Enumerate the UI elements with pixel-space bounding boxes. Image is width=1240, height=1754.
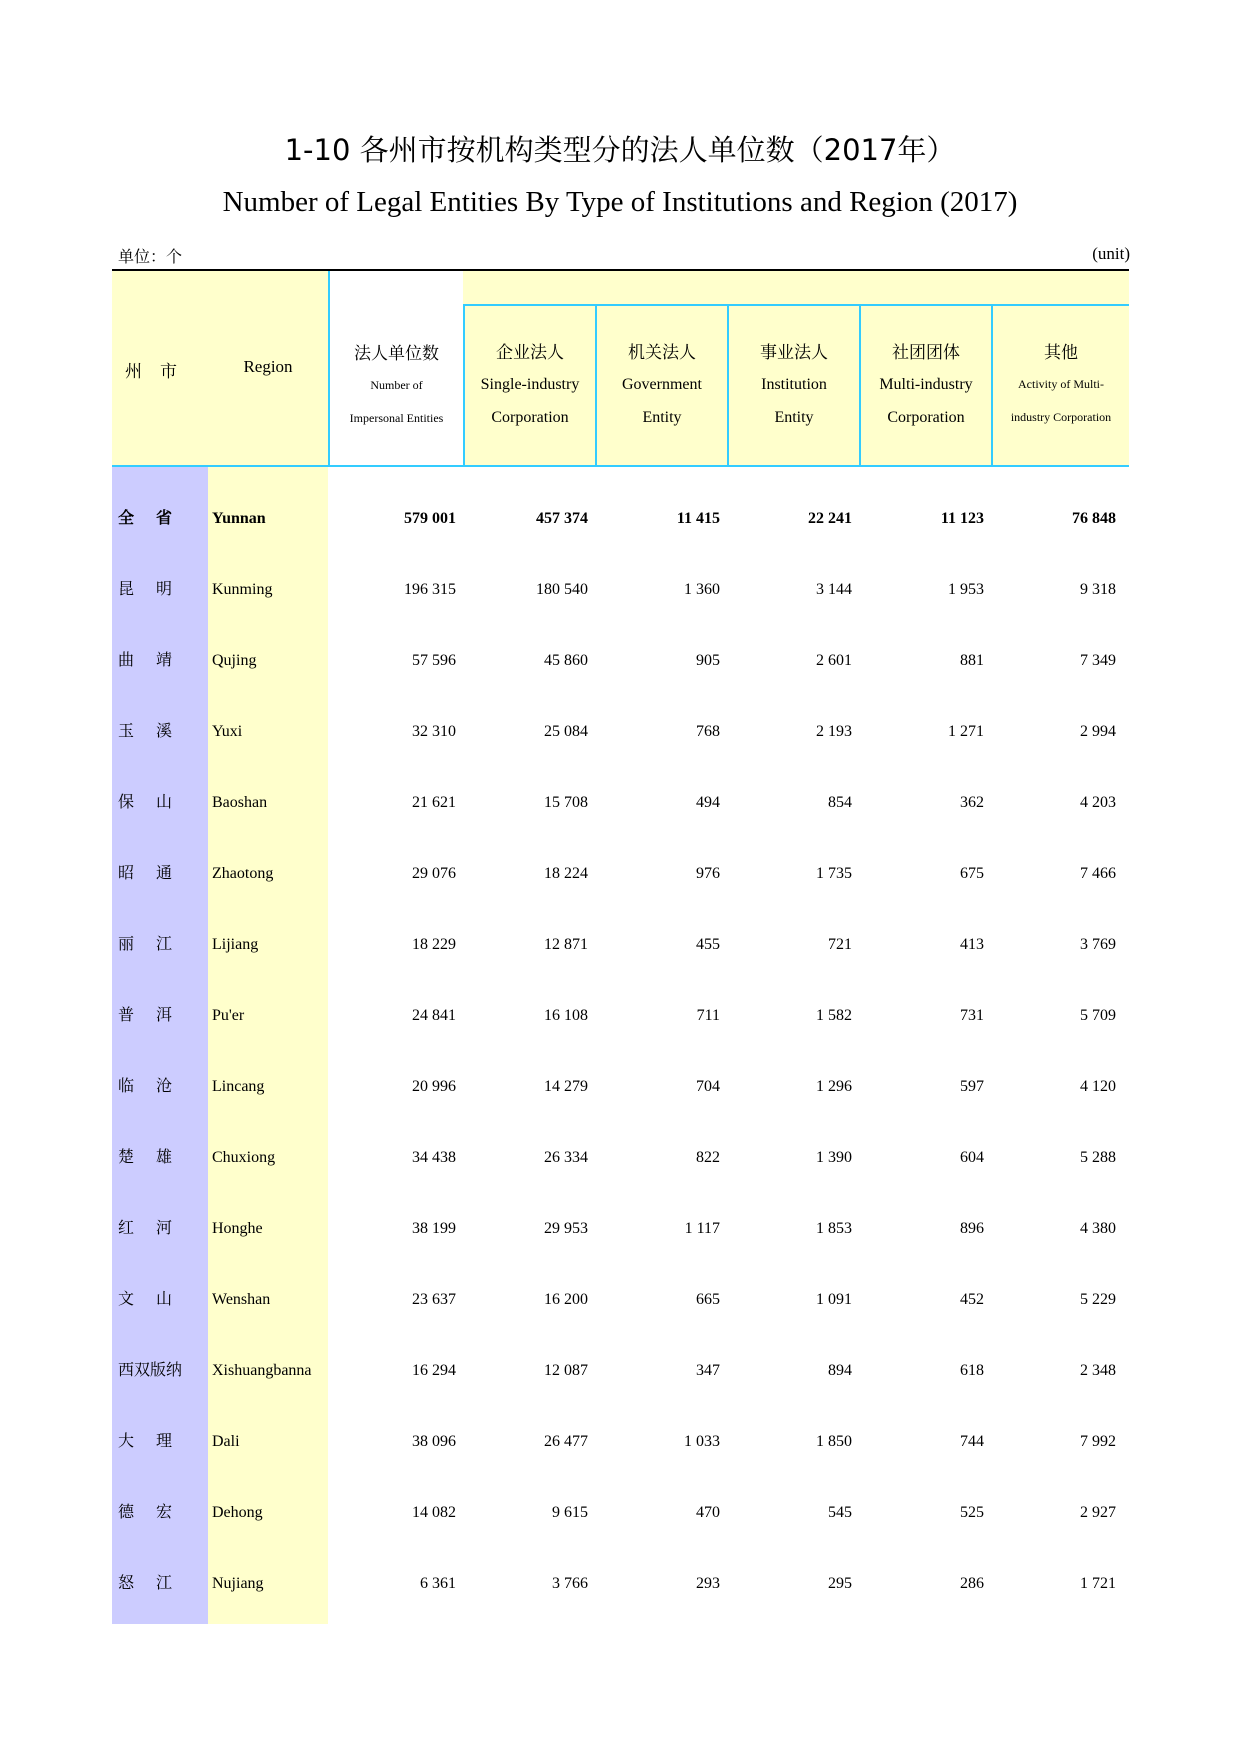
cell-value-col-1: 32 310 xyxy=(412,723,456,740)
table-row xyxy=(112,1477,1129,1548)
cell-value-col-4: 1 390 xyxy=(816,1149,852,1166)
cell-value-col-4: 1 582 xyxy=(816,1007,852,1024)
cell-value-col-3: 11 415 xyxy=(676,510,720,527)
header-col-cn: 事业法人 xyxy=(760,343,828,362)
page-title-en: Number of Legal Entities By Type of Institutions and Region (2017) xyxy=(222,186,1018,218)
cell-value-col-4: 2 601 xyxy=(816,652,852,669)
header-col-en-line1: Institution xyxy=(761,376,827,393)
cell-value-col-5: 881 xyxy=(960,652,984,669)
table-row xyxy=(112,625,1129,696)
cell-value-col-4: 295 xyxy=(828,1575,852,1592)
cell-value-col-6: 9 318 xyxy=(1080,581,1116,598)
cell-value-col-1: 14 082 xyxy=(412,1504,456,1521)
cell-value-col-1: 57 596 xyxy=(412,652,456,669)
table-row xyxy=(112,1548,1129,1619)
cell-value-col-2: 16 108 xyxy=(544,1007,588,1024)
cell-region: Lijiang xyxy=(212,936,259,953)
cell-city-cn: 大理 xyxy=(118,1433,195,1450)
cell-city-cn: 红河 xyxy=(118,1220,195,1237)
header-col-en-line2: industry Corporation xyxy=(1010,410,1112,424)
cell-value-col-6: 3 769 xyxy=(1080,936,1116,953)
header-col-cn: 机关法人 xyxy=(628,343,696,362)
cell-value-col-4: 1 091 xyxy=(816,1291,852,1308)
cell-value-col-2: 26 477 xyxy=(544,1433,588,1450)
cell-value-col-2: 180 540 xyxy=(536,581,588,598)
cell-region: Dali xyxy=(212,1433,240,1450)
cell-value-col-6: 2 994 xyxy=(1080,723,1116,740)
cell-value-col-3: 905 xyxy=(696,652,720,669)
cell-value-col-1: 24 841 xyxy=(412,1007,456,1024)
cell-value-col-5: 11 123 xyxy=(940,510,984,527)
cell-value-col-6: 7 466 xyxy=(1080,865,1116,882)
header-col-en-line1: Number of xyxy=(370,378,423,392)
cell-city-cn: 保山 xyxy=(118,794,195,811)
cell-city-cn: 临沧 xyxy=(118,1078,195,1095)
header-col-4 xyxy=(727,304,859,465)
unit-label-en: (unit) xyxy=(1092,244,1130,263)
cell-region: Yunnan xyxy=(212,510,266,527)
cell-value-col-2: 3 766 xyxy=(552,1575,588,1592)
header-col-en-line1: Government xyxy=(622,376,702,393)
table-row xyxy=(112,909,1129,980)
cell-value-col-1: 18 229 xyxy=(412,936,456,953)
cell-city-cn: 普洱 xyxy=(118,1007,195,1024)
cell-value-col-1: 29 076 xyxy=(412,865,456,882)
table-row xyxy=(112,1193,1129,1264)
cell-value-col-2: 9 615 xyxy=(552,1504,588,1521)
header-col-en-line2: Impersonal Entities xyxy=(349,411,444,425)
header-col-6 xyxy=(991,304,1129,465)
cell-value-col-2: 12 871 xyxy=(544,936,588,953)
cell-value-col-3: 822 xyxy=(696,1149,720,1166)
cell-value-col-1: 38 096 xyxy=(412,1433,456,1450)
cell-value-col-1: 6 361 xyxy=(420,1575,456,1592)
cell-region: Yuxi xyxy=(212,723,243,740)
table-row xyxy=(112,1335,1129,1406)
cell-region: Dehong xyxy=(212,1504,263,1521)
table-row xyxy=(112,980,1129,1051)
cell-region: Chuxiong xyxy=(212,1149,276,1166)
cell-region: Wenshan xyxy=(212,1291,271,1308)
cell-city-cn: 曲靖 xyxy=(118,652,195,669)
cell-value-col-4: 545 xyxy=(828,1504,852,1521)
cell-value-col-1: 579 001 xyxy=(404,510,456,527)
cell-value-col-4: 894 xyxy=(828,1362,852,1379)
page-title-cn: 1-10 各州市按机构类型分的法人单位数（2017年） xyxy=(284,133,956,167)
cell-value-col-5: 525 xyxy=(960,1504,984,1521)
cell-value-col-3: 976 xyxy=(696,865,720,882)
table-row xyxy=(112,838,1129,909)
header-col-cn: 社团团体 xyxy=(892,343,960,362)
cell-value-col-2: 15 708 xyxy=(544,794,588,811)
cell-region: Qujing xyxy=(212,652,257,669)
cell-value-col-1: 21 621 xyxy=(412,794,456,811)
cell-value-col-6: 7 349 xyxy=(1080,652,1116,669)
table-row xyxy=(112,767,1129,838)
cell-value-col-1: 38 199 xyxy=(412,1220,456,1237)
cell-value-col-6: 4 380 xyxy=(1080,1220,1116,1237)
cell-value-col-4: 1 853 xyxy=(816,1220,852,1237)
cell-region: Xishuangbanna xyxy=(212,1362,312,1379)
cell-value-col-2: 26 334 xyxy=(544,1149,588,1166)
cell-city-cn: 文山 xyxy=(118,1291,195,1308)
cell-city-cn: 全省 xyxy=(118,510,195,527)
cell-value-col-4: 2 193 xyxy=(816,723,852,740)
cell-value-col-3: 347 xyxy=(696,1362,720,1379)
cell-value-col-6: 4 203 xyxy=(1080,794,1116,811)
table-row xyxy=(112,554,1129,625)
cell-value-col-5: 1 271 xyxy=(948,723,984,740)
cell-value-col-5: 362 xyxy=(960,794,984,811)
cell-city-cn: 昭通 xyxy=(118,865,195,882)
cell-value-col-6: 2 927 xyxy=(1080,1504,1116,1521)
cell-region: Baoshan xyxy=(212,794,268,811)
cell-city-cn: 德宏 xyxy=(118,1504,195,1521)
cell-value-col-3: 665 xyxy=(696,1291,720,1308)
header-col-5 xyxy=(859,304,991,465)
cell-city-cn: 西双版纳 xyxy=(118,1362,183,1379)
cell-value-col-5: 744 xyxy=(960,1433,984,1450)
header-col-en-line2: Corporation xyxy=(887,409,965,426)
header-col-1 xyxy=(330,271,463,465)
cell-value-col-1: 20 996 xyxy=(412,1078,456,1095)
cell-value-col-4: 22 241 xyxy=(808,510,852,527)
header-col-en-line1: Single-industry xyxy=(480,376,580,393)
cell-value-col-2: 12 087 xyxy=(544,1362,588,1379)
cell-value-col-2: 18 224 xyxy=(544,865,588,882)
cell-value-col-5: 1 953 xyxy=(948,581,984,598)
cell-value-col-4: 1 296 xyxy=(816,1078,852,1095)
cell-value-col-3: 494 xyxy=(696,794,720,811)
cell-region: Lincang xyxy=(212,1078,265,1095)
cell-region: Kunming xyxy=(212,581,273,598)
cell-value-col-5: 597 xyxy=(960,1078,984,1095)
cell-value-col-6: 7 992 xyxy=(1080,1433,1116,1450)
cell-city-cn: 怒江 xyxy=(118,1575,195,1592)
header-col-3 xyxy=(595,304,727,465)
cell-region: Honghe xyxy=(212,1220,263,1237)
cell-value-col-5: 618 xyxy=(960,1362,984,1379)
cell-value-col-4: 721 xyxy=(828,936,852,953)
cell-value-col-3: 704 xyxy=(696,1078,720,1095)
cell-value-col-5: 413 xyxy=(960,936,984,953)
cell-value-col-6: 5 229 xyxy=(1080,1291,1116,1308)
header-col-cn: 法人单位数 xyxy=(354,344,439,363)
cell-value-col-3: 711 xyxy=(696,1007,720,1024)
cell-value-col-3: 470 xyxy=(696,1504,720,1521)
cell-value-col-1: 23 637 xyxy=(412,1291,456,1308)
cell-value-col-2: 16 200 xyxy=(544,1291,588,1308)
cell-value-col-4: 854 xyxy=(828,794,852,811)
table-row xyxy=(112,1122,1129,1193)
cell-value-col-5: 286 xyxy=(960,1575,984,1592)
cell-city-cn: 楚雄 xyxy=(118,1149,195,1166)
cell-value-col-5: 452 xyxy=(960,1291,984,1308)
cell-value-col-4: 1 735 xyxy=(816,865,852,882)
table-row xyxy=(112,696,1129,767)
cell-value-col-2: 45 860 xyxy=(544,652,588,669)
cell-value-col-5: 604 xyxy=(960,1149,984,1166)
main-vertical-divider xyxy=(328,271,330,467)
cell-value-col-4: 3 144 xyxy=(816,581,852,598)
header-col-en-line1: Multi-industry xyxy=(879,376,973,393)
cell-region: Nujiang xyxy=(212,1575,264,1592)
cell-value-col-5: 896 xyxy=(960,1220,984,1237)
cell-value-col-3: 1 033 xyxy=(684,1433,720,1450)
cell-region: Zhaotong xyxy=(212,865,274,882)
cell-value-col-6: 5 288 xyxy=(1080,1149,1116,1166)
cell-value-col-2: 457 374 xyxy=(536,510,588,527)
cell-value-col-1: 196 315 xyxy=(404,581,456,598)
cell-value-col-3: 455 xyxy=(696,936,720,953)
cell-value-col-4: 1 850 xyxy=(816,1433,852,1450)
cell-value-col-5: 731 xyxy=(960,1007,984,1024)
cell-value-col-3: 293 xyxy=(696,1575,720,1592)
cell-value-col-2: 14 279 xyxy=(544,1078,588,1095)
cell-region: Pu'er xyxy=(212,1007,245,1024)
cell-value-col-2: 25 084 xyxy=(544,723,588,740)
header-col-cn: 企业法人 xyxy=(496,343,564,362)
header-col-cn: 其他 xyxy=(1044,343,1078,362)
header-region-label: Region xyxy=(243,357,293,376)
cell-value-col-3: 1 117 xyxy=(684,1220,720,1237)
cell-value-col-6: 76 848 xyxy=(1072,510,1116,527)
header-col-en-line2: Entity xyxy=(774,409,814,426)
unit-label-cn: 单位：个 xyxy=(118,249,183,266)
header-col-en-line1: Activity of Multi- xyxy=(1018,377,1104,391)
table-row xyxy=(112,483,1129,554)
cell-city-cn: 丽江 xyxy=(118,936,195,953)
cell-value-col-3: 768 xyxy=(696,723,720,740)
header-city-label: 州市 xyxy=(125,362,195,381)
cell-value-col-6: 4 120 xyxy=(1080,1078,1116,1095)
header-col-en-line2: Corporation xyxy=(491,409,569,426)
table-row xyxy=(112,1406,1129,1477)
cell-city-cn: 昆明 xyxy=(118,581,195,598)
cell-value-col-3: 1 360 xyxy=(684,581,720,598)
cell-value-col-5: 675 xyxy=(960,865,984,882)
header-col-en-line2: Entity xyxy=(642,409,682,426)
cell-value-col-6: 1 721 xyxy=(1080,1575,1116,1592)
cell-value-col-6: 5 709 xyxy=(1080,1007,1116,1024)
cell-city-cn: 玉溪 xyxy=(118,723,195,740)
cell-value-col-1: 16 294 xyxy=(412,1362,456,1379)
table-row xyxy=(112,1051,1129,1122)
cell-value-col-1: 34 438 xyxy=(412,1149,456,1166)
cell-value-col-6: 2 348 xyxy=(1080,1362,1116,1379)
cell-value-col-2: 29 953 xyxy=(544,1220,588,1237)
header-col-2 xyxy=(463,304,595,465)
table-row xyxy=(112,1264,1129,1335)
